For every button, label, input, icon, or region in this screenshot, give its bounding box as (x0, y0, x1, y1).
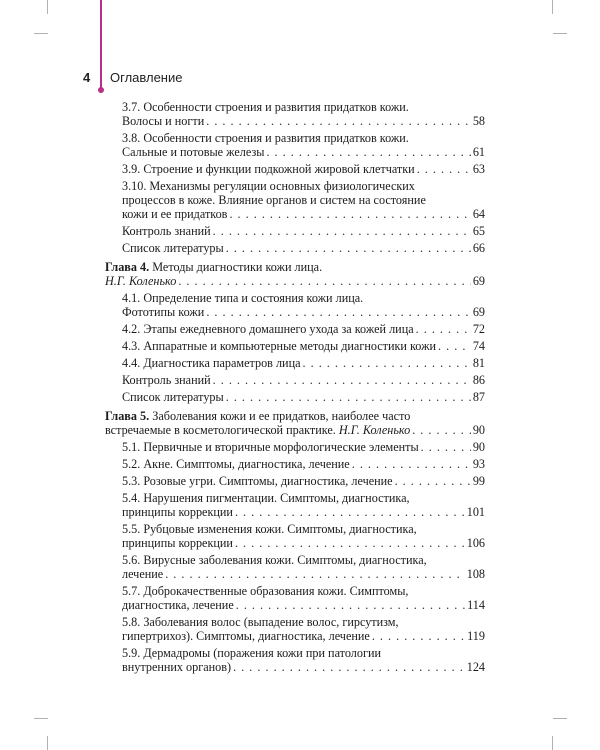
page-number: 4 (83, 70, 91, 85)
crop-mark-bottom-left (34, 718, 48, 719)
toc-entry (105, 131, 485, 159)
dot-leader (226, 390, 471, 404)
toc-line (122, 100, 485, 114)
header-accent-rule (100, 0, 102, 92)
toc-entry (105, 522, 485, 550)
crop-mark-top-left-v (47, 0, 48, 14)
toc-title-text: Фототипы кожи (122, 305, 205, 319)
toc-last-line (122, 474, 485, 488)
toc-entry (105, 241, 485, 255)
toc-title-text: 5.8. Заболевания волос (выпадение волос, гирсутизм, (122, 615, 399, 629)
page-ref: 58 (472, 114, 485, 128)
toc-title-text: 5.6. Вирусные заболевания кожи. Симптомы, диагностика, (122, 553, 427, 567)
page-ref: 114 (467, 598, 485, 612)
page-ref: 65 (472, 224, 485, 238)
page-ref: 64 (472, 207, 485, 221)
toc-title-text: 4.2. Этапы ежедневного домашнего ухода за кожей лица (122, 322, 414, 336)
toc-entry (105, 584, 485, 612)
page-ref: 63 (472, 162, 485, 176)
toc-entry (105, 440, 485, 454)
toc-title-text: Методы диагностики кожи лица. (149, 260, 323, 274)
toc-entry (105, 646, 485, 674)
dot-leader (229, 207, 470, 221)
table-of-contents (105, 100, 485, 677)
toc-entry (105, 491, 485, 519)
toc-title-text: кожи и ее придатков (122, 207, 228, 221)
toc-title-text: 5.3. Розовые угри. Симптомы, диагностика, лечение (122, 474, 393, 488)
toc-line (105, 260, 485, 274)
toc-title-text: Контроль знаний (122, 224, 211, 238)
toc-title-text: 5.5. Рубцовые изменения кожи. Симптомы, диагностика, (122, 522, 417, 536)
dot-leader (206, 114, 471, 128)
toc-last-line (122, 505, 485, 519)
toc-title-text: 3.8. Особенности строения и развития придатков кожи. (122, 131, 409, 145)
dot-leader (438, 339, 471, 353)
dot-leader (213, 224, 471, 238)
toc-line (122, 491, 485, 505)
toc-title-text: 3.9. Строение и функции подкожной жировой клетчатки (122, 162, 415, 176)
toc-last-line (122, 339, 485, 353)
toc-title-text: принципы коррекции (122, 505, 233, 519)
toc-line (122, 179, 485, 193)
toc-last-line (122, 207, 485, 221)
dot-leader (165, 567, 465, 581)
toc-entry (105, 474, 485, 488)
toc-last-line (122, 390, 485, 404)
toc-line (122, 584, 485, 598)
page-ref: 72 (472, 322, 485, 336)
page-ref: 108 (466, 567, 485, 581)
toc-line (122, 646, 485, 660)
toc-last-line (122, 305, 485, 319)
dot-leader (352, 457, 471, 471)
toc-chapter (105, 260, 485, 288)
chapter-author: Н.Г. Коленько (105, 274, 177, 288)
toc-entry (105, 339, 485, 353)
toc-title-text: 3.10. Механизмы регуляции основных физиологических (122, 179, 415, 193)
toc-last-line (122, 457, 485, 471)
toc-last-line (122, 536, 485, 550)
toc-last-line (122, 567, 485, 581)
dot-leader (235, 505, 465, 519)
page-ref: 81 (472, 356, 485, 370)
toc-last-line (122, 356, 485, 370)
toc-title-text: 5.9. Дермадромы (поражения кожи при патологии (122, 646, 381, 660)
toc-entry (105, 291, 485, 319)
page-ref: 86 (472, 373, 485, 387)
toc-title-text: 5.1. Первичные и вторичные морфологические элементы (122, 440, 419, 454)
toc-last-line (122, 224, 485, 238)
toc-entry (105, 390, 485, 404)
page-ref: 74 (472, 339, 485, 353)
page-ref: 93 (472, 457, 485, 471)
toc-last-line (122, 114, 485, 128)
toc-line (122, 553, 485, 567)
dot-leader (236, 598, 465, 612)
toc-title-text: 5.7. Доброкачественные образования кожи. Симптомы, (122, 584, 409, 598)
toc-title-text: принципы коррекции (122, 536, 233, 550)
toc-entry (105, 100, 485, 128)
page-ref: 69 (472, 305, 485, 319)
toc-entry (105, 179, 485, 221)
page-ref: 61 (472, 145, 485, 159)
toc-entry (105, 322, 485, 336)
page-ref: 101 (466, 505, 485, 519)
page-ref: 124 (466, 660, 485, 674)
page-ref: 90 (472, 423, 485, 437)
page-ref: 99 (472, 474, 485, 488)
dot-leader (416, 322, 471, 336)
toc-last-line (122, 660, 485, 674)
toc-entry (105, 356, 485, 370)
crop-mark-bottom-left-v (47, 736, 48, 750)
dot-leader (421, 440, 471, 454)
toc-title-text: Список литературы (122, 241, 224, 255)
toc-title-text: встречаемые в косметологической практике. Н.Г. Коленько (105, 423, 411, 437)
toc-title-text: Заболевания кожи и ее придатков, наиболее часто (149, 409, 411, 423)
toc-entry (105, 373, 485, 387)
dot-leader (303, 356, 471, 370)
toc-title-text: 4.1. Определение типа и состояния кожи лица. (122, 291, 364, 305)
page-ref: 119 (467, 629, 485, 643)
toc-title-text: лечение (122, 567, 164, 581)
crop-mark-bottom-right (553, 718, 567, 719)
chapter-label: Глава 5. (105, 409, 150, 423)
toc-title-text: 5.2. Акне. Симптомы, диагностика, лечение (122, 457, 350, 471)
toc-last-line (105, 274, 485, 288)
toc-title-text: 4.3. Аппаратные и компьютерные методы диагностики кожи (122, 339, 437, 353)
toc-title-text: 5.4. Нарушения пигментации. Симптомы, диагностика, (122, 491, 410, 505)
dot-leader (266, 145, 470, 159)
page-ref: 87 (472, 390, 485, 404)
toc-line (122, 131, 485, 145)
toc-title-text: диагностика, лечение (122, 598, 234, 612)
dot-leader (206, 305, 471, 319)
dot-leader (178, 274, 470, 288)
toc-title-text: Сальные и потовые железы (122, 145, 265, 159)
toc-title-text: Список литературы (122, 390, 224, 404)
toc-line (122, 615, 485, 629)
dot-leader (226, 241, 471, 255)
toc-title-text: 4.4. Диагностика параметров лица (122, 356, 301, 370)
dot-leader (417, 162, 471, 176)
toc-last-line (122, 373, 485, 387)
page-ref: 69 (472, 274, 485, 288)
crop-mark-top-right (553, 33, 567, 34)
toc-title-text: 3.7. Особенности строения и развития придатков кожи. (122, 100, 409, 114)
chapter-author: Н.Г. Коленько (338, 423, 411, 437)
toc-entry (105, 553, 485, 581)
toc-entry (105, 162, 485, 176)
toc-last-line (122, 598, 485, 612)
toc-last-line (122, 241, 485, 255)
crop-mark-top-left (34, 33, 48, 34)
toc-entry (105, 224, 485, 238)
toc-line (122, 193, 485, 207)
dot-leader (213, 373, 471, 387)
toc-last-line (122, 145, 485, 159)
dot-leader (395, 474, 471, 488)
header-accent-dot (98, 87, 104, 93)
toc-title-text: процессов в коже. Влияние органов и систем на состояние (122, 193, 426, 207)
toc-line (105, 409, 485, 423)
crop-mark-bottom-right-v (552, 736, 553, 750)
toc-last-line (122, 162, 485, 176)
toc-entry (105, 615, 485, 643)
toc-last-line (122, 629, 485, 643)
page-ref: 66 (472, 241, 485, 255)
toc-title-text: Контроль знаний (122, 373, 211, 387)
toc-line (122, 522, 485, 536)
page-ref: 90 (472, 440, 485, 454)
section-title: Оглавление (110, 70, 183, 85)
toc-last-line (105, 423, 485, 437)
toc-entry (105, 457, 485, 471)
crop-mark-top-right-v (552, 0, 553, 14)
toc-line (122, 291, 485, 305)
dot-leader (372, 629, 465, 643)
chapter-label: Глава 4. (105, 260, 150, 274)
page-ref: 106 (466, 536, 485, 550)
dot-leader (412, 423, 471, 437)
dot-leader (235, 536, 465, 550)
toc-title-text: гипертрихоз). Симптомы, диагностика, лечение (122, 629, 370, 643)
toc-title-text: внутренних органов) (122, 660, 232, 674)
toc-chapter (105, 409, 485, 437)
toc-title-text: Волосы и ногти (122, 114, 205, 128)
toc-last-line (122, 440, 485, 454)
dot-leader (233, 660, 465, 674)
toc-last-line (122, 322, 485, 336)
